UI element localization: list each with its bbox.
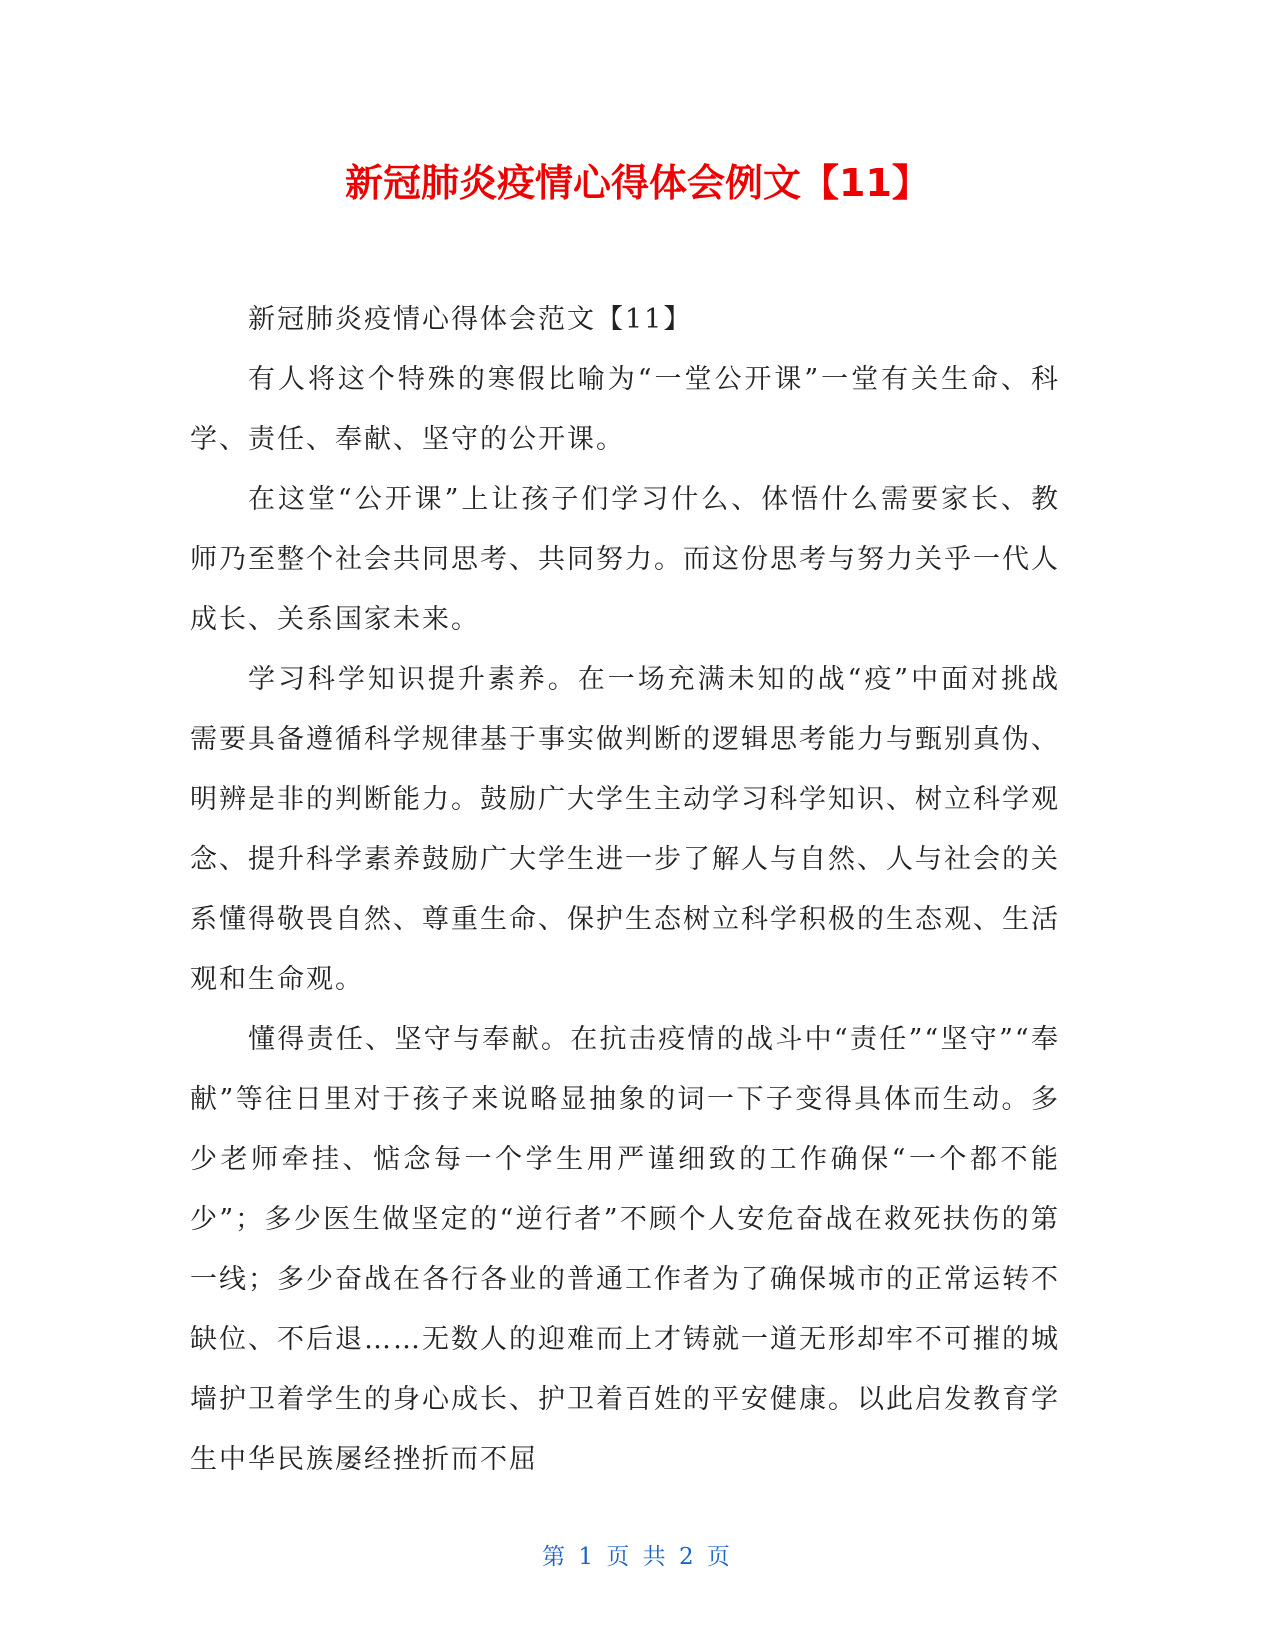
document-title: 新冠肺炎疫情心得体会例文【11】: [345, 161, 930, 205]
page-footer: [0, 1542, 1275, 1572]
paragraph: 学习科学知识提升素养。在一场充满未知的战“疫”中面对挑战需要具备遵循科学规律基于事实做判断的逻辑思考能力与甄别真伪、明辨是非的判断能力。鼓励广大学生主动学习科学知识、树立科学观念、提升科学素养鼓励广大学生进一步了解人与自然、人与社会的关系懂得敬畏自然、尊重生命、保护生态树立科学积极的生态观、生活观和生命观。: [190, 664, 1060, 995]
paragraph: 在这堂“公开课”上让孩子们学习什么、体悟什么需要家长、教师乃至整个社会共同思考、共同努力。而这份思考与努力关乎一代人成长、关系国家未来。: [190, 484, 1060, 635]
paragraph: 懂得责任、坚守与奉献。在抗击疫情的战斗中“责任”“坚守”“奉献”等往日里对于孩子来说略显抽象的词一下子变得具体而生动。多少老师牵挂、惦念每一个学生用严谨细致的工作确保“一个都不能少”；多少医生做坚定的“逆行者”不顾个人安危奋战在救死扶伤的第一线；多少奋战在各行各业的普通工作者为了确保城市的正常运转不缺位、不后退……无数人的迎难而上才铸就一道无形却牢不可摧的城墙护卫着学生的身心成长、护卫着百姓的平安健康。以此启发教育学生中华民族屡经挫折而不屈: [190, 1024, 1060, 1475]
paragraph: 有人将这个特殊的寒假比喻为“一堂公开课”一堂有关生命、科学、责任、奉献、坚守的公开课。: [190, 364, 1060, 455]
document-body: [190, 290, 1060, 1490]
page-number: 第 1 页 共 2 页: [542, 1544, 733, 1570]
paragraph-subtitle: 新冠肺炎疫情心得体会范文【11】: [248, 304, 693, 335]
